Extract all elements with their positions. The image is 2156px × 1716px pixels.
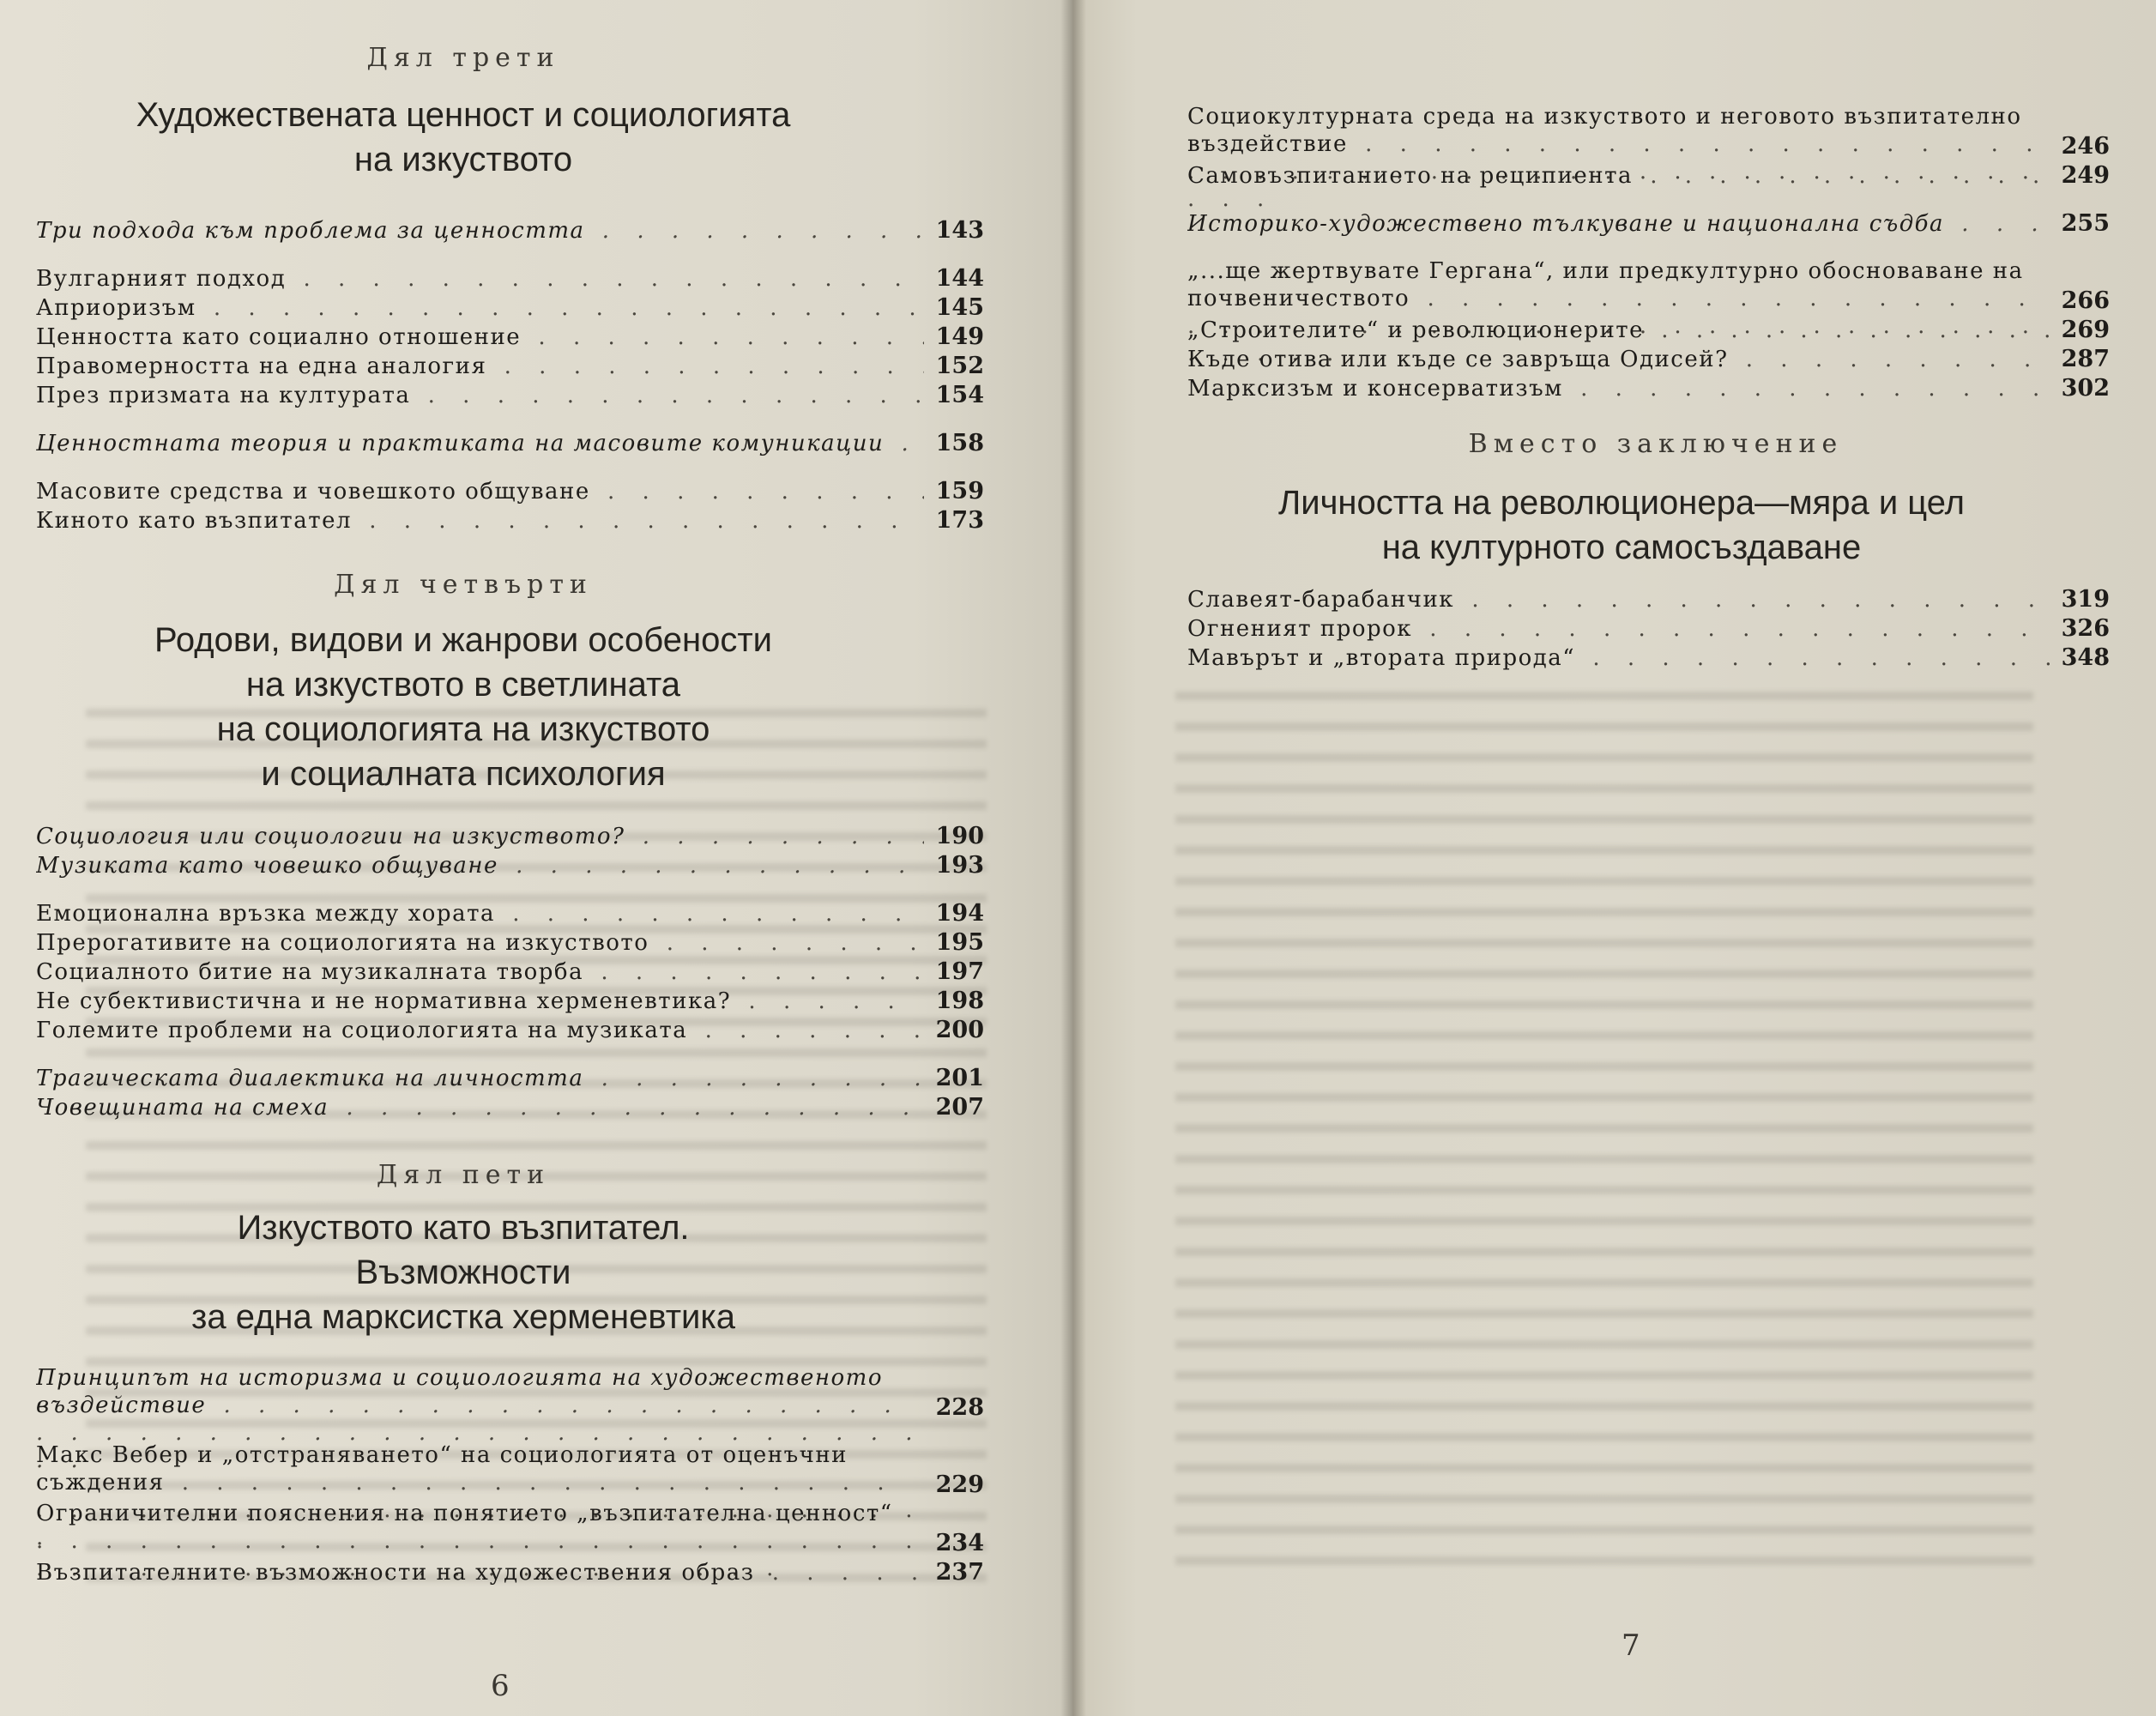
- part-title-line: Родови, видови и жанрови особености: [154, 621, 772, 659]
- toc-page-number: 194: [935, 900, 984, 927]
- toc-entry-title: „...ще жертвувате Гергана“, или предкултурно обосноваване на почвеничеството . . .: [1187, 257, 2050, 367]
- part-title-line: и социалната психология: [261, 755, 666, 793]
- toc-page-number: 190: [935, 823, 984, 849]
- toc-page-number: 173: [935, 507, 984, 534]
- toc-entry-title: Социокултурната среда на изкуството и неговото възпитателно въздействие . . .: [1187, 103, 2050, 213]
- part-title-line: на изкуството: [353, 141, 573, 178]
- toc-list: [36, 1364, 984, 1587]
- toc-entry-title: „Строителите“ и революционерите . . .: [1187, 316, 2050, 345]
- toc-page-number: 246: [2061, 133, 2110, 160]
- toc-entry[interactable]: [36, 1441, 984, 1500]
- toc-page-number: 249: [2061, 162, 2110, 189]
- part-title: [1158, 480, 2085, 570]
- toc-entry-title: Славеят-барабанчик . . .: [1187, 585, 2050, 614]
- part-title-line: Художествената ценност и социологията: [136, 96, 791, 134]
- toc-entry-title: Социология или социологии на изкуството? . . .: [36, 822, 924, 851]
- toc-entry[interactable]: [36, 323, 984, 352]
- part-title-line: Изкуството като възпитател.: [237, 1209, 690, 1247]
- toc-entry-title: Ценността като социално отношение . . .: [36, 323, 924, 352]
- toc-entry-title: Правомерността на една аналогия . . .: [36, 352, 924, 381]
- toc-entry[interactable]: [36, 506, 984, 535]
- toc-page-number: 152: [935, 353, 984, 379]
- toc-entry-title: Не субективистична и не нормативна херменевтика? . . .: [36, 987, 924, 1016]
- toc-entry-title: Марксизъм и консерватизъм . . .: [1187, 374, 2050, 403]
- toc-entry-title: Мавърът и „втората природа“ . . .: [1187, 644, 2050, 673]
- toc-entry-title: Историко-художествено тълкуване и национална съдба . . .: [1187, 209, 2050, 239]
- toc-entry[interactable]: [1187, 316, 2110, 345]
- bleed-through-texture: [1175, 669, 2033, 1579]
- toc-page-number: 145: [935, 294, 984, 321]
- part-title-line: за една марксистка херменевтика: [191, 1298, 735, 1336]
- toc-entry[interactable]: [36, 352, 984, 381]
- toc-entry[interactable]: [36, 987, 984, 1016]
- toc-page-number: 326: [2061, 615, 2110, 642]
- part-title-line: Личността на революционера—мяра и цел: [1277, 484, 1966, 522]
- toc-entry[interactable]: [36, 1364, 984, 1423]
- part-title: [51, 1205, 875, 1339]
- toc-page-number: 348: [2061, 644, 2110, 671]
- toc-entry-title: Вулгарният подход . . .: [36, 264, 924, 293]
- toc-entry[interactable]: [36, 216, 984, 245]
- toc-entry[interactable]: [1187, 644, 2110, 673]
- part-title-line: на изкуството в светлината: [245, 666, 681, 704]
- toc-entry-title: Големите проблеми на социологията на музиката . . .: [36, 1016, 924, 1045]
- toc-entry-title: Ограничителни пояснения на понятието „възпитателна ценност“ . . .: [36, 1500, 924, 1582]
- toc-page-number: 201: [935, 1065, 984, 1091]
- toc-entry-title: Трагическата диалектика на личността . . .: [36, 1064, 924, 1093]
- toc-entry[interactable]: [1187, 103, 2110, 161]
- toc-entry[interactable]: [36, 429, 984, 458]
- part-title-line: на социологията на изкуството: [216, 710, 710, 748]
- toc-entry-title: Макс Вебер и „отстраняването“ на социологията от оценъчни съждения . . .: [36, 1441, 924, 1551]
- part-label: Дял пети: [376, 1160, 551, 1190]
- toc-entry[interactable]: [1187, 585, 2110, 614]
- toc-page-number: 154: [935, 382, 984, 408]
- part-label: Дял четвърти: [334, 570, 593, 600]
- toc-entry[interactable]: [36, 293, 984, 323]
- toc-entry[interactable]: [1187, 161, 2110, 190]
- toc-page-number: 207: [935, 1094, 984, 1121]
- book-gutter: [1060, 0, 1086, 1716]
- toc-entry[interactable]: [1187, 257, 2110, 316]
- page-number: 6: [491, 1669, 510, 1703]
- toc-entry-title: Самовъзпитанието на реципиента . . .: [1187, 161, 2050, 190]
- left-page: [0, 0, 1072, 1716]
- toc-entry-title: Три подхода към проблема за ценността . . .: [36, 216, 924, 245]
- toc-entry-title: Принципът на историзма и социологията на художественото въздействие . . .: [36, 1364, 924, 1474]
- part-title-line: Възможности: [355, 1254, 571, 1291]
- toc-list: [36, 216, 984, 535]
- toc-entry[interactable]: [36, 958, 984, 987]
- toc-entry-title: Априоризъм . . .: [36, 293, 924, 323]
- part-label: Дял трети: [366, 43, 560, 73]
- toc-page-number: 234: [935, 1530, 984, 1556]
- toc-entry[interactable]: [1187, 209, 2110, 239]
- toc-list: [36, 822, 984, 1122]
- toc-entry[interactable]: [36, 1016, 984, 1045]
- toc-page-number: 229: [935, 1471, 984, 1498]
- toc-entry-title: Емоционална връзка между хората . . .: [36, 899, 924, 928]
- part-title: [51, 618, 875, 796]
- toc-page-number: 269: [2061, 317, 2110, 343]
- page-number: 7: [1622, 1628, 1640, 1663]
- toc-entry-title: Огненият пророк . . .: [1187, 614, 2050, 644]
- toc-page-number: 158: [935, 430, 984, 456]
- right-page: [1072, 0, 2156, 1716]
- toc-entry[interactable]: [36, 381, 984, 410]
- toc-page-number: 255: [2061, 210, 2110, 237]
- toc-page-number: 197: [935, 958, 984, 985]
- toc-list: [1187, 585, 2110, 673]
- toc-entry-title: Човещината на смеха . . .: [36, 1093, 924, 1122]
- toc-entry[interactable]: [36, 928, 984, 958]
- toc-entry[interactable]: [36, 477, 984, 506]
- toc-entry[interactable]: [36, 1064, 984, 1093]
- toc-entry-title: Музиката като човешко общуване . . .: [36, 851, 924, 880]
- toc-entry-title: Киното като възпитател . . .: [36, 506, 924, 535]
- toc-page-number: 237: [935, 1559, 984, 1586]
- toc-page-number: 287: [2061, 346, 2110, 372]
- toc-page-number: 266: [2061, 287, 2110, 314]
- toc-list: [1187, 103, 2110, 403]
- toc-entry-title: Възпитателните възможности на художествения образ . . .: [36, 1558, 924, 1587]
- toc-entry-title: Масовите средства и човешкото общуване . . .: [36, 477, 924, 506]
- toc-entry-title: През призмата на културата . . .: [36, 381, 924, 410]
- toc-entry[interactable]: [36, 1500, 984, 1558]
- part-label: Вместо заключение: [1468, 429, 1844, 459]
- part-title-line: на културното самосъздаване: [1381, 529, 1862, 566]
- toc-entry[interactable]: [36, 264, 984, 293]
- toc-page-number: 228: [935, 1394, 984, 1421]
- toc-entry[interactable]: [36, 1093, 984, 1122]
- toc-page-number: 193: [935, 852, 984, 879]
- toc-page-number: 198: [935, 988, 984, 1014]
- toc-entry-title: Къде отива или къде се завръща Одисей? . . .: [1187, 345, 2050, 374]
- toc-page-number: 143: [935, 217, 984, 244]
- toc-entry[interactable]: [36, 822, 984, 851]
- toc-page-number: 200: [935, 1017, 984, 1043]
- toc-entry-title: Прерогативите на социологията на изкуството . . .: [36, 928, 924, 958]
- toc-page-number: 302: [2061, 375, 2110, 402]
- toc-page-number: 195: [935, 929, 984, 956]
- toc-page-number: 159: [935, 478, 984, 505]
- toc-entry-title: Социалното битие на музикалната творба . . .: [36, 958, 924, 987]
- toc-entry[interactable]: [36, 851, 984, 880]
- toc-entry[interactable]: [1187, 345, 2110, 374]
- toc-entry[interactable]: [36, 1558, 984, 1587]
- toc-page-number: 319: [2061, 586, 2110, 613]
- part-title: [51, 93, 875, 182]
- toc-entry[interactable]: [1187, 614, 2110, 644]
- toc-entry[interactable]: [1187, 374, 2110, 403]
- toc-page-number: 149: [935, 323, 984, 350]
- toc-page-number: 144: [935, 265, 984, 292]
- toc-entry[interactable]: [36, 899, 984, 928]
- toc-entry-title: Ценностната теория и практиката на масовите комуникации . . .: [36, 429, 924, 458]
